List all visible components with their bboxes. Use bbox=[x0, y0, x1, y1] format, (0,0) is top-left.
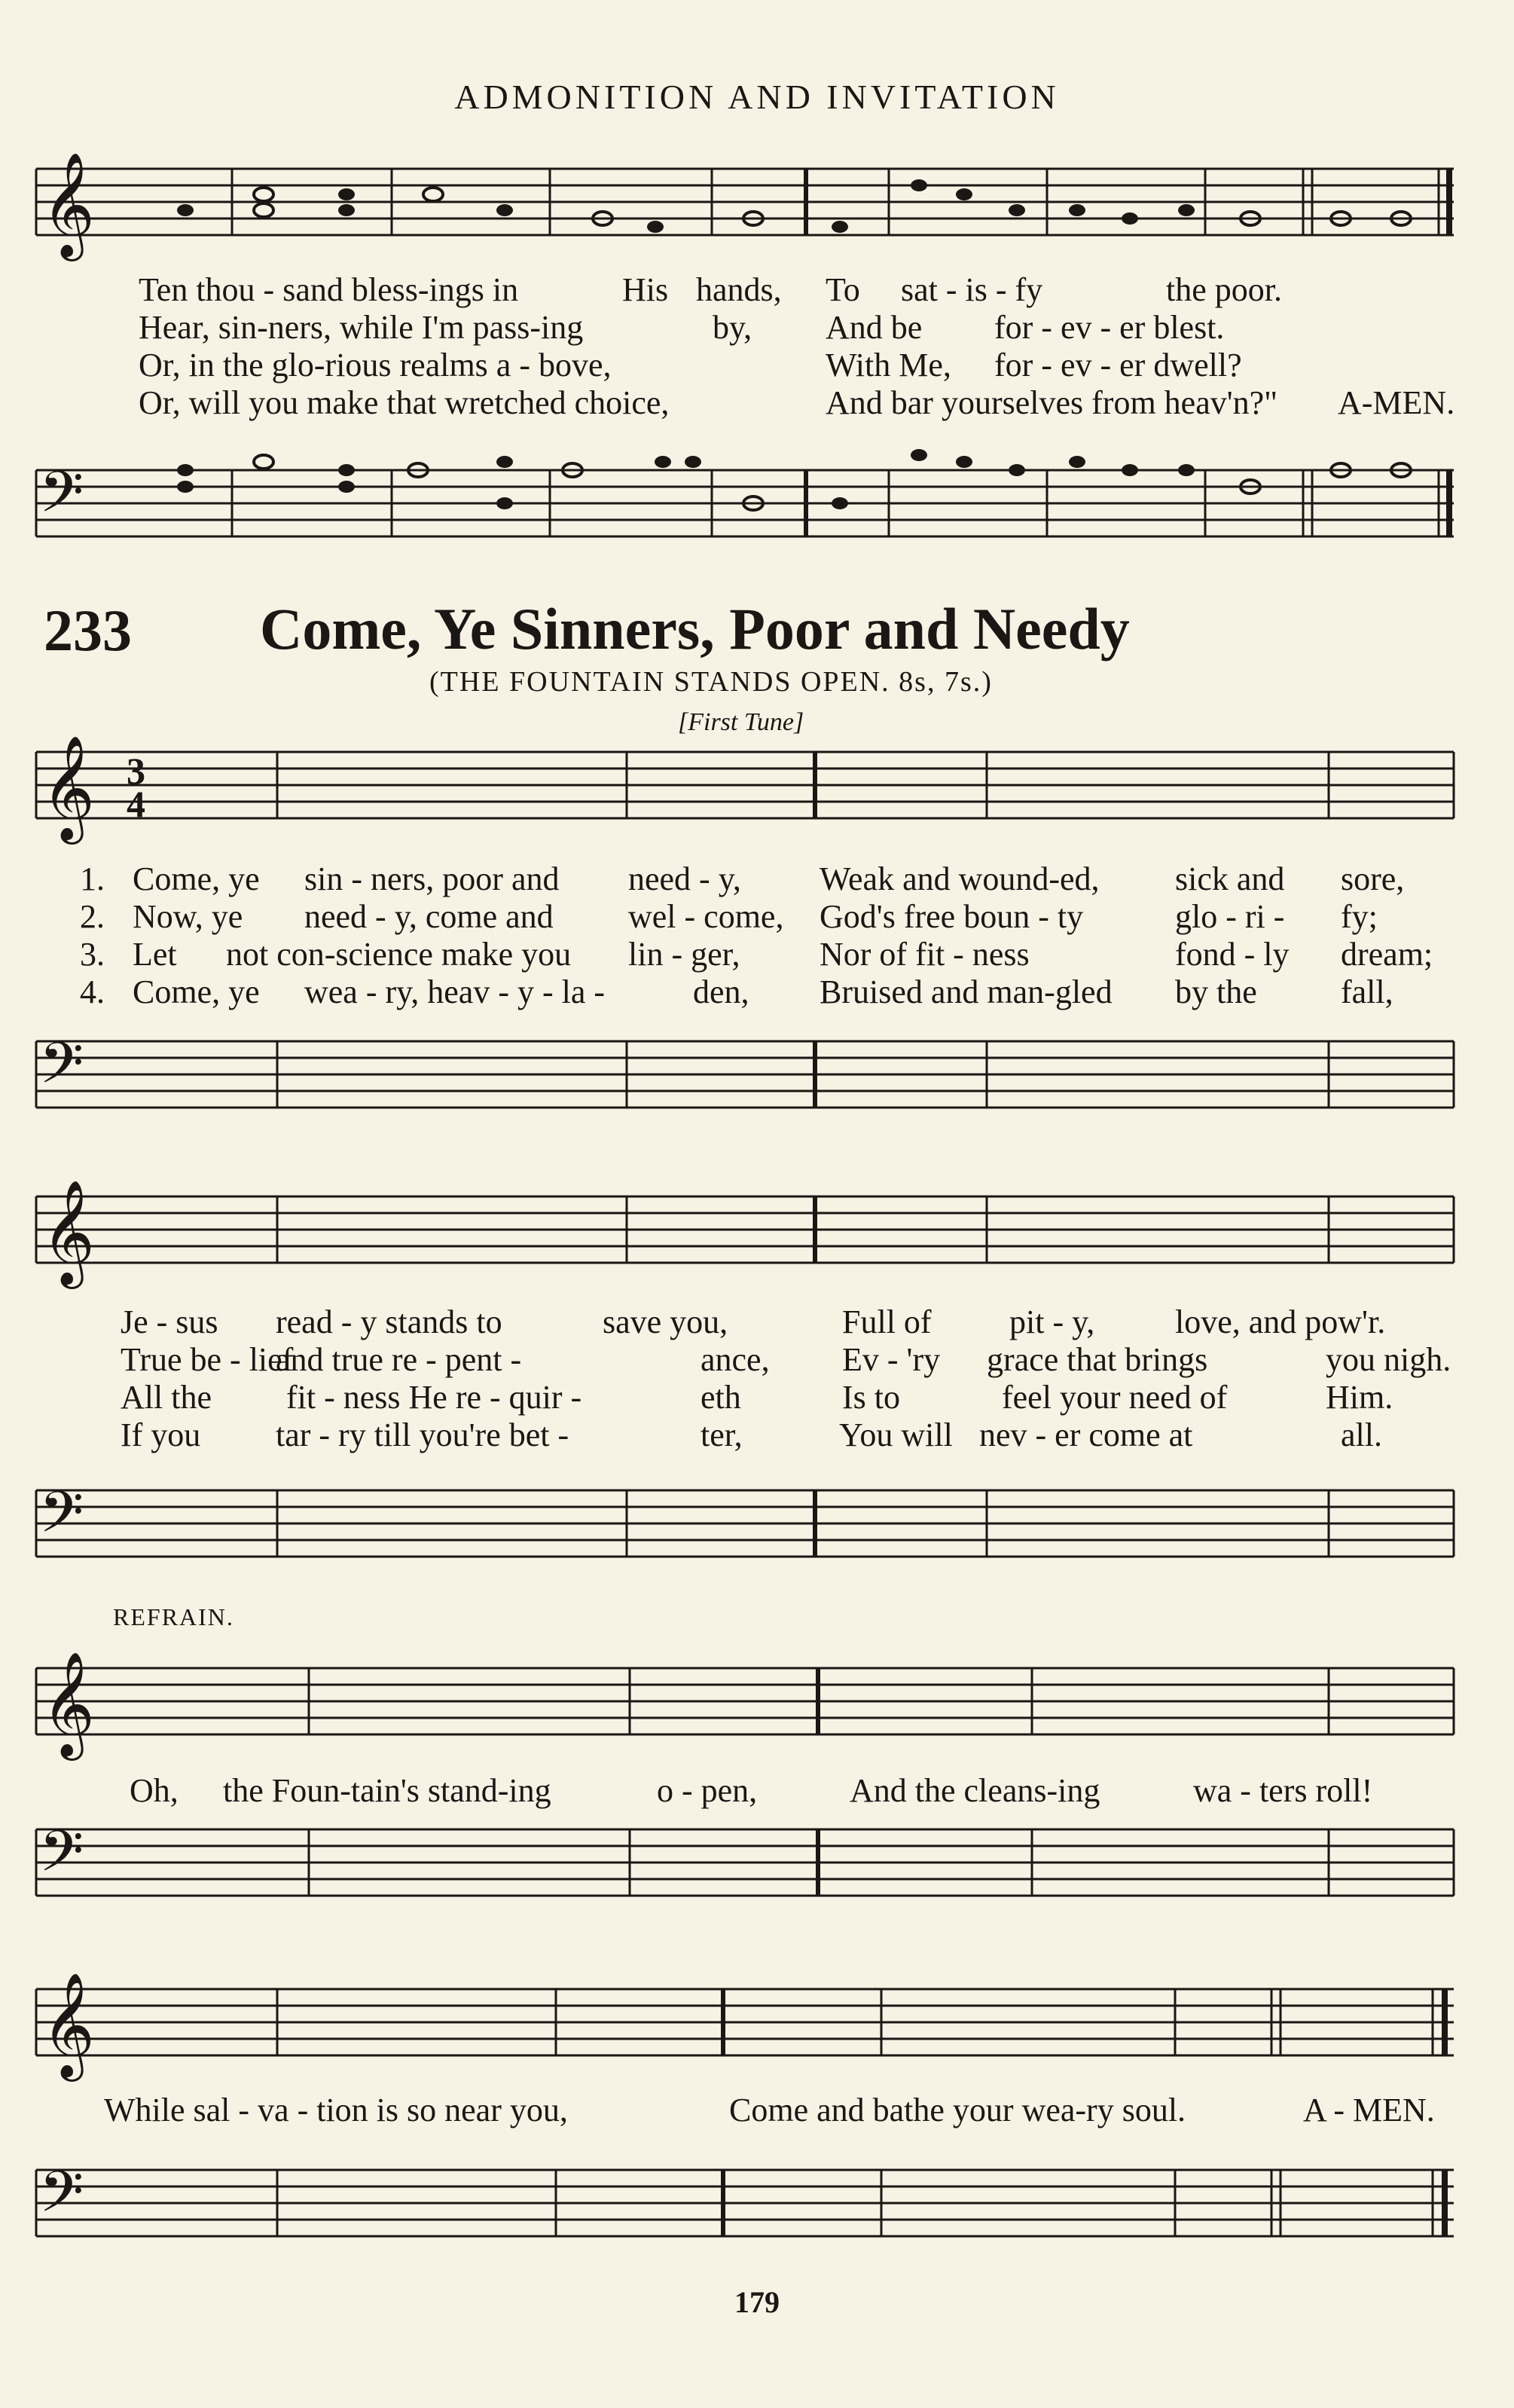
hymnal-page: ADMONITION AND INVITATION 𝄞 Ten thou - sand bless-ings in His hands, To sat - is - fy the poor. Hear, sin-ners, while I'm pass-ing by, And be for - ev - er blest. Or, in the glo-rious realms a - bove, With Me, for - ev - er dwell? Or, will you make that wretched choice, And bar yourselves from heav'n?" A-MEN. 𝄢 233 Come, Ye Sinners, Poor and Needy (THE FOUNTAIN STANDS OPEN. 8s, 7s.) [First Tune] 𝄞 3 4 1. Come, ye sin - ners, poor and need - y, Weak and wound-ed, sick and sore, 2. Now, ye need - y, come and wel - come, God's free boun - ty glo - ri - fy; 3. Let not con-science make you lin - ger, Nor of fit - ness fond - ly dream; 4. Come, ye wea - ry, heav - y - la - den, Bruised and man-gled by the fall, 𝄢 𝄞 Je - sus read - y stands to save you, Full of pit - y, love, and pow'r. True be - lief and true re - pent - ance, Ev - 'ry grace that brings you nigh. All the fit - ness He re - quir - eth Is to feel your need of Him. If you tar - ry till you're bet - ter, You will nev - er come at all. 𝄢 REFRAIN. 𝄞 Oh, the Foun-tain's stand-ing o - pen, And the cleans-ing wa - ters roll! 𝄢 𝄞 While sal - va - tion is so near you, Come and bathe your wea-ry soul. A - MEN. 𝄢 179 bbox=[0, 0, 1514, 2408]
svg-text:𝄞: 𝄞 bbox=[41, 152, 95, 257]
page-number: 179 bbox=[734, 2285, 780, 2319]
bass-staff-top bbox=[0, 455, 1514, 568]
svg-text:𝄢: 𝄢 bbox=[39, 1818, 84, 1899]
svg-text:𝄞: 𝄞 bbox=[41, 1180, 95, 1285]
svg-text:𝄞: 𝄞 bbox=[41, 1973, 95, 2077]
refrain-label: REFRAIN. bbox=[113, 1603, 234, 1630]
treble-staff-refrain bbox=[0, 1652, 1514, 1756]
hymn-number: 233 bbox=[44, 597, 132, 663]
tune-label: [First Tune] bbox=[678, 708, 804, 736]
treble-staff-system-1 bbox=[0, 735, 1514, 840]
svg-text:𝄢: 𝄢 bbox=[39, 1479, 84, 1560]
treble-staff-final bbox=[0, 1973, 1514, 2077]
svg-text:𝄢: 𝄢 bbox=[39, 1030, 84, 1111]
bass-staff-system-2 bbox=[0, 1479, 1514, 1566]
hymn-meter: (THE FOUNTAIN STANDS OPEN. 8s, 7s.) bbox=[429, 666, 993, 698]
svg-text:4: 4 bbox=[127, 783, 145, 825]
svg-text:3: 3 bbox=[127, 750, 145, 792]
svg-text:𝄞: 𝄞 bbox=[41, 735, 95, 840]
bass-staff-system-1 bbox=[0, 1030, 1514, 1117]
svg-text:𝄢: 𝄢 bbox=[39, 2159, 84, 2239]
bass-staff-refrain bbox=[0, 1818, 1514, 1905]
bass-staff-final bbox=[0, 2159, 1514, 2245]
svg-text:𝄢: 𝄢 bbox=[39, 459, 84, 539]
treble-staff-system-2 bbox=[0, 1180, 1514, 1285]
treble-staff-top bbox=[0, 152, 1514, 257]
svg-text:𝄞: 𝄞 bbox=[41, 1652, 95, 1756]
hymn-title: Come, Ye Sinners, Poor and Needy bbox=[260, 596, 1130, 662]
running-head: ADMONITION AND INVITATION bbox=[454, 78, 1060, 116]
